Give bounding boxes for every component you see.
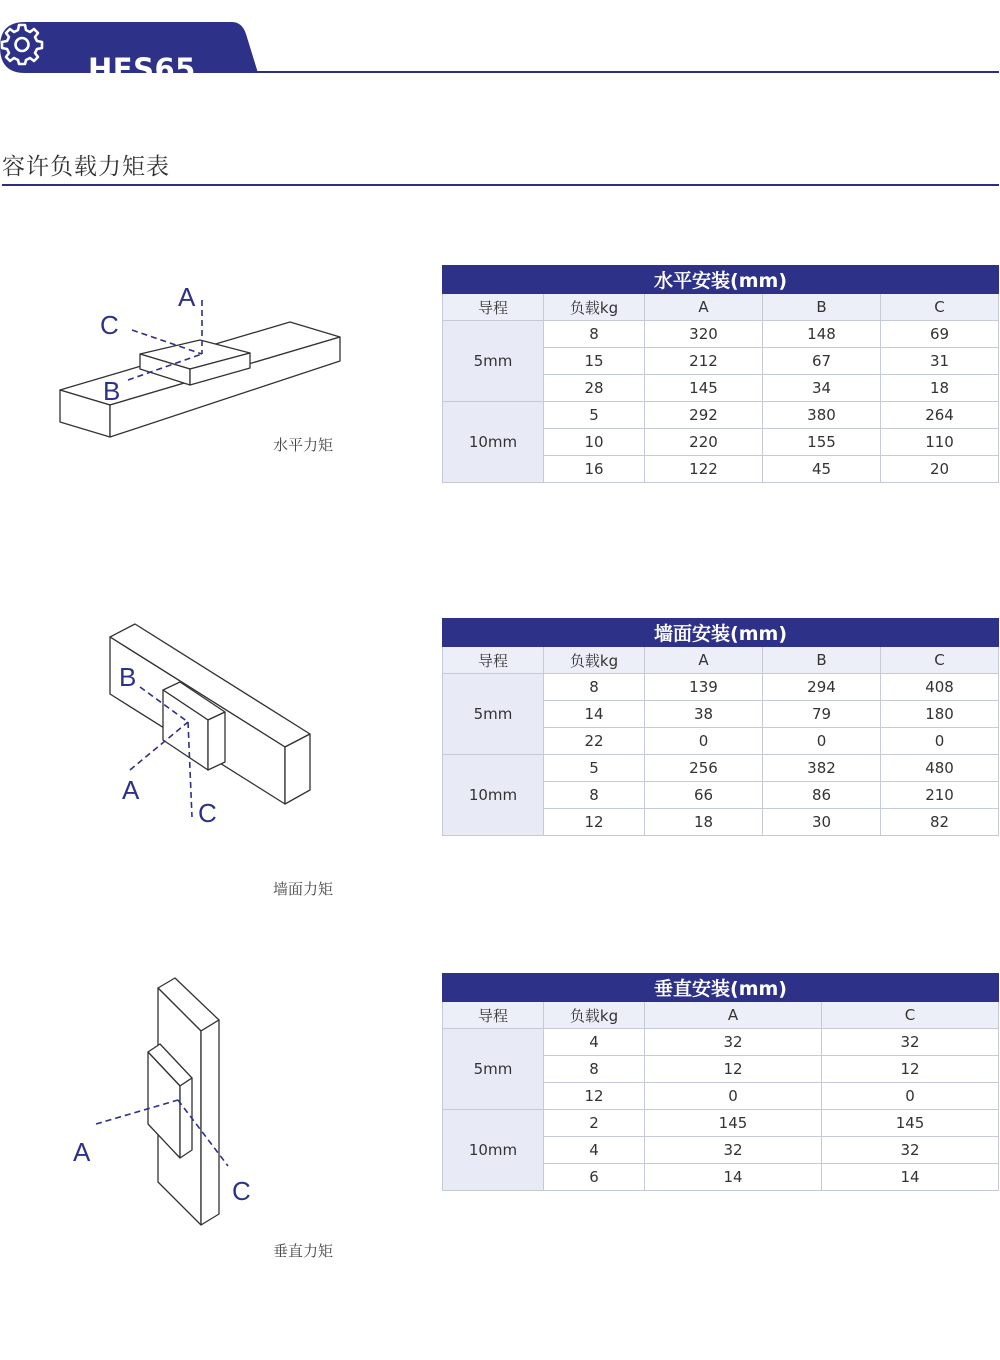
- load-cell: 10: [544, 429, 645, 456]
- gear-icon: [0, 22, 44, 66]
- moment-cell: 32: [645, 1137, 822, 1164]
- load-cell: 8: [544, 782, 645, 809]
- load-cell: 16: [544, 456, 645, 483]
- load-cell: 4: [544, 1137, 645, 1164]
- column-header: C: [881, 647, 999, 674]
- moment-cell: 0: [645, 728, 763, 755]
- label-a: A: [73, 1137, 91, 1167]
- vertical-moment-caption: 垂直力矩: [273, 1242, 334, 1260]
- moment-cell: 210: [881, 782, 999, 809]
- load-cell: 5: [544, 402, 645, 429]
- load-cell: 22: [544, 728, 645, 755]
- label-a: A: [178, 282, 196, 312]
- pitch-cell: 10mm: [443, 402, 544, 483]
- moment-cell: 86: [763, 782, 881, 809]
- moment-cell: 145: [645, 375, 763, 402]
- column-header: A: [645, 1002, 822, 1029]
- moment-cell: 380: [763, 402, 881, 429]
- vertical-moment-diagram: [60, 970, 280, 1230]
- pitch-cell: 5mm: [443, 674, 544, 755]
- rail-side-face: [285, 734, 310, 804]
- moment-cell: 20: [881, 456, 999, 483]
- horizontal-moment-diagram: [40, 270, 360, 450]
- load-cell: 8: [544, 674, 645, 701]
- load-cell: 5: [544, 755, 645, 782]
- column-header: C: [881, 294, 999, 321]
- horizontal-moment-caption: 水平力矩: [273, 436, 334, 454]
- moment-cell: 31: [881, 348, 999, 375]
- load-cell: 12: [544, 809, 645, 836]
- slider-side-face: [180, 1078, 192, 1158]
- pitch-cell: 5mm: [443, 321, 544, 402]
- moment-cell: 148: [763, 321, 881, 348]
- moment-cell: 18: [645, 809, 763, 836]
- column-header: 导程: [443, 1002, 544, 1029]
- column-header: 导程: [443, 647, 544, 674]
- moment-cell: 12: [645, 1056, 822, 1083]
- label-c: C: [198, 798, 217, 828]
- column-header: 负载kg: [544, 1002, 645, 1029]
- load-cell: 6: [544, 1164, 645, 1191]
- moment-cell: 320: [645, 321, 763, 348]
- column-header: B: [763, 647, 881, 674]
- column-header: 负载kg: [544, 294, 645, 321]
- moment-cell: 82: [881, 809, 999, 836]
- pitch-cell: 5mm: [443, 1029, 544, 1110]
- table-row: [443, 1110, 999, 1137]
- column-header: 导程: [443, 294, 544, 321]
- rail-side-face: [201, 1020, 219, 1225]
- table-header-row: [443, 1002, 999, 1029]
- section-title: 容许负载力矩表: [2, 154, 170, 180]
- slider-side-face: [208, 712, 225, 770]
- header-divider: [250, 71, 999, 73]
- column-header: B: [763, 294, 881, 321]
- wall-mount-table: [442, 618, 999, 836]
- load-cell: 14: [544, 701, 645, 728]
- moment-cell: 110: [881, 429, 999, 456]
- load-cell: 15: [544, 348, 645, 375]
- column-header: A: [645, 294, 763, 321]
- moment-cell: 145: [822, 1110, 999, 1137]
- load-cell: 12: [544, 1083, 645, 1110]
- moment-cell: 382: [763, 755, 881, 782]
- moment-cell: 38: [645, 701, 763, 728]
- moment-cell: 32: [822, 1137, 999, 1164]
- moment-cell: 67: [763, 348, 881, 375]
- moment-cell: 30: [763, 809, 881, 836]
- table-row: [443, 321, 999, 348]
- label-b: B: [103, 376, 121, 406]
- column-header: A: [645, 647, 763, 674]
- moment-cell: 139: [645, 674, 763, 701]
- moment-cell: 0: [645, 1083, 822, 1110]
- moment-cell: 292: [645, 402, 763, 429]
- moment-cell: 0: [763, 728, 881, 755]
- wall-moment-caption: 墙面力矩: [273, 880, 334, 898]
- moment-cell: 180: [881, 701, 999, 728]
- moment-cell: 14: [822, 1164, 999, 1191]
- load-cell: 8: [544, 321, 645, 348]
- column-header: C: [822, 1002, 999, 1029]
- label-b: B: [119, 662, 137, 692]
- table-header-row: [443, 647, 999, 674]
- moment-cell: 32: [822, 1029, 999, 1056]
- load-cell: 4: [544, 1029, 645, 1056]
- table-row: [443, 1029, 999, 1056]
- model-title: HFS65: [88, 52, 196, 86]
- label-a: A: [122, 775, 140, 805]
- moment-cell: 45: [763, 456, 881, 483]
- table-title: 墙面安装(mm): [443, 619, 999, 647]
- moment-cell: 14: [645, 1164, 822, 1191]
- column-header: 负载kg: [544, 647, 645, 674]
- table-title: 垂直安装(mm): [443, 974, 999, 1002]
- vertical-mount-table: [442, 973, 999, 1191]
- moment-cell: 480: [881, 755, 999, 782]
- wall-moment-diagram: [90, 612, 330, 832]
- table-row: [443, 755, 999, 782]
- load-cell: 28: [544, 375, 645, 402]
- table-row: [443, 402, 999, 429]
- moment-cell: 18: [881, 375, 999, 402]
- load-cell: 2: [544, 1110, 645, 1137]
- moment-cell: 145: [645, 1110, 822, 1137]
- moment-cell: 69: [881, 321, 999, 348]
- moment-cell: 79: [763, 701, 881, 728]
- load-cell: 8: [544, 1056, 645, 1083]
- moment-cell: 212: [645, 348, 763, 375]
- header-tab: [0, 22, 258, 86]
- pitch-cell: 10mm: [443, 755, 544, 836]
- moment-cell: 66: [645, 782, 763, 809]
- moment-cell: 220: [645, 429, 763, 456]
- pitch-cell: 10mm: [443, 1110, 544, 1191]
- label-c: C: [232, 1176, 251, 1206]
- table-header-row: [443, 294, 999, 321]
- moment-cell: 34: [763, 375, 881, 402]
- moment-cell: 256: [645, 755, 763, 782]
- table-row: [443, 674, 999, 701]
- moment-cell: 0: [822, 1083, 999, 1110]
- moment-cell: 122: [645, 456, 763, 483]
- moment-cell: 32: [645, 1029, 822, 1056]
- moment-cell: 155: [763, 429, 881, 456]
- moment-cell: 12: [822, 1056, 999, 1083]
- moment-cell: 408: [881, 674, 999, 701]
- moment-cell: 264: [881, 402, 999, 429]
- horizontal-mount-table: [442, 265, 999, 483]
- moment-cell: 0: [881, 728, 999, 755]
- moment-cell: 294: [763, 674, 881, 701]
- table-title: 水平安装(mm): [443, 266, 999, 294]
- label-c: C: [100, 310, 119, 340]
- section-divider: [2, 184, 999, 186]
